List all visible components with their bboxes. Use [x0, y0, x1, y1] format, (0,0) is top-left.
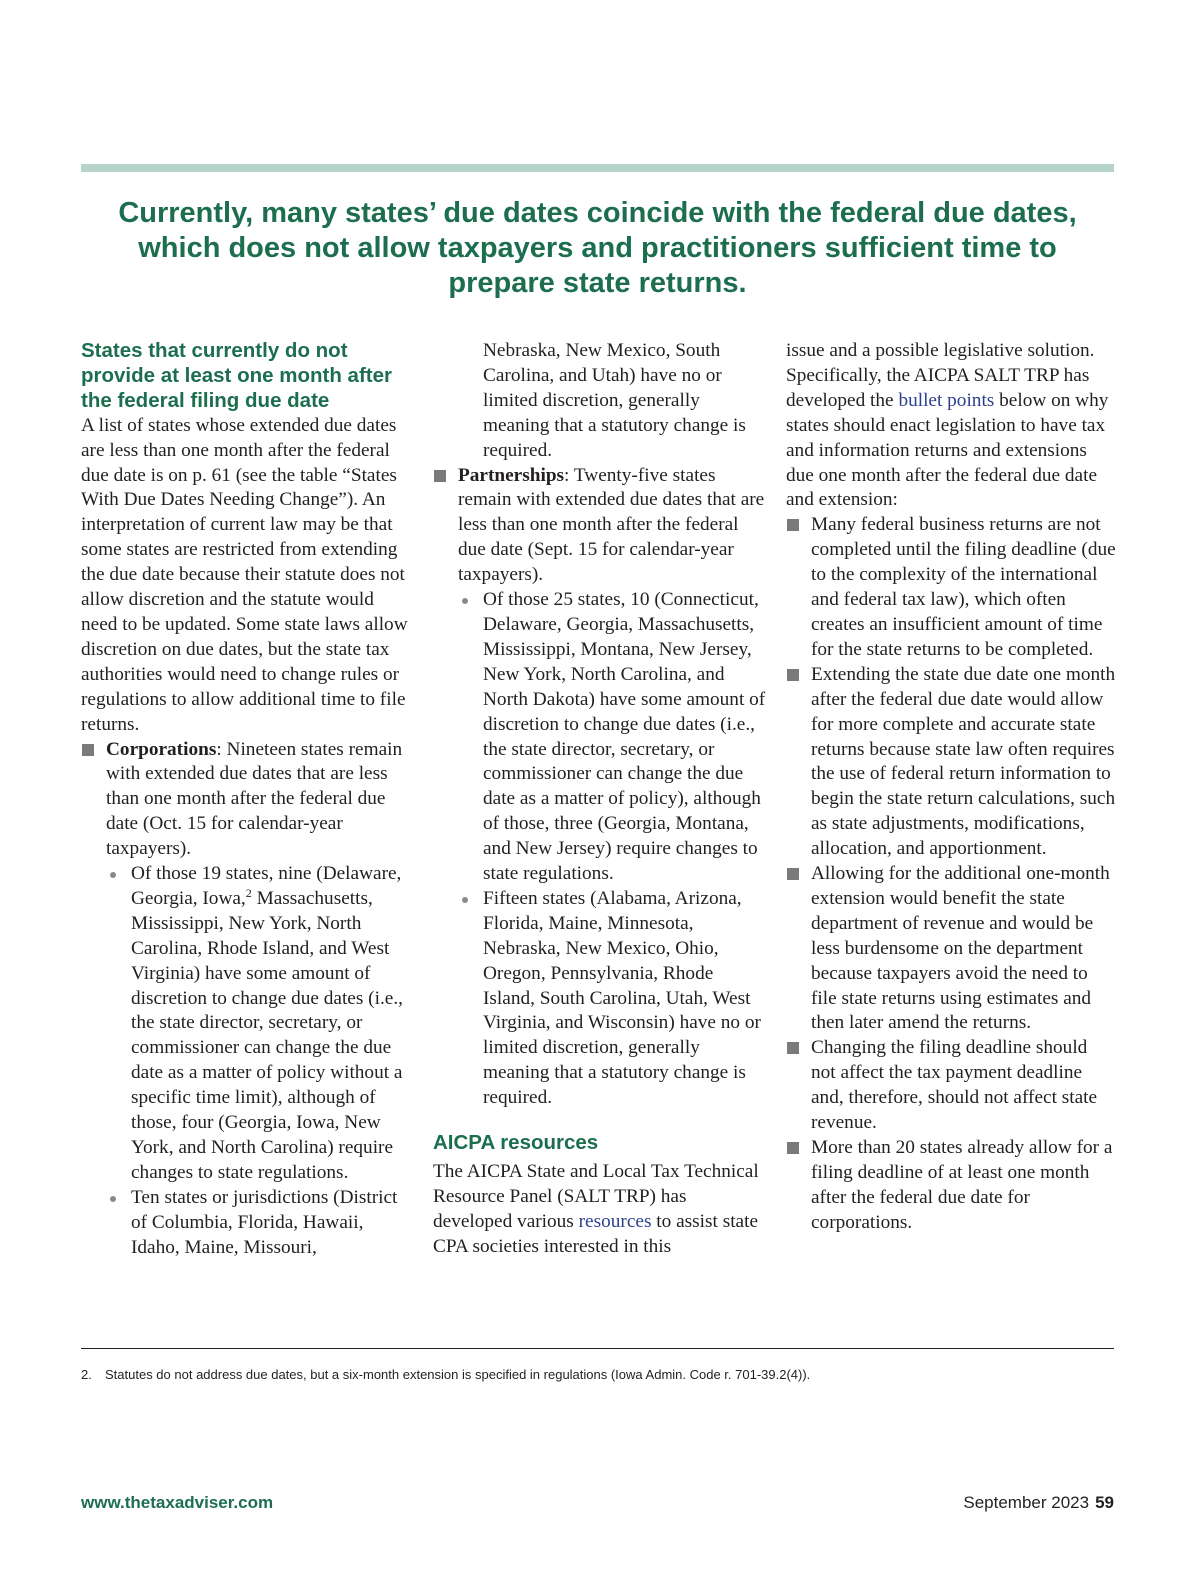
pull-quote-line-3: prepare state returns. — [448, 267, 747, 299]
resources-paragraph-continued — [786, 339, 1116, 513]
column-2 — [433, 339, 766, 1260]
footer-issue — [963, 1493, 1114, 1513]
resources-paragraph — [433, 1160, 766, 1260]
resources-text-b: to assist state CPA societies interested in this — [433, 1210, 759, 1257]
pull-quote-line-1: Currently, many states’ due dates coincide with the federal due dates, — [118, 197, 1077, 229]
list-item: Changing the filing deadline should not affect the tax payment deadline and, therefore, should not affect state revenue. — [786, 1036, 1116, 1136]
partnerships-sub-bullet-1: Of those 25 states, 10 (Connecticut, Delaware, Georgia, Massachusetts, Mississippi, Montana, New Jersey, New York, North Carolina, and North Dakota) have some amount of discretion to change due dates (i.e., the state director, secretary, or commissioner can change the due date as a matter of policy), although of those, three (Georgia, Montana, and New Jersey) require changes to state regulations. — [433, 588, 766, 887]
list-item: Extending the state due date one month after the federal due date would allow for more complete and accurate state returns because state law often requires the use of federal return information to begin the state return calculations, such as state adjustments, modifications, allocation, and apportionment. — [786, 663, 1116, 862]
page-number: 59 — [1095, 1493, 1114, 1512]
pull-quote — [81, 196, 1114, 301]
footer-url[interactable]: www.thetaxadviser.com — [81, 1493, 274, 1512]
bullet-points-link[interactable]: bullet points — [898, 389, 995, 411]
issue-date: September 2023 — [963, 1493, 1090, 1512]
corporations-sub-bullet-1 — [81, 862, 414, 1186]
section-heading-aicpa-resources: AICPA resources — [433, 1131, 599, 1155]
footnote — [81, 1366, 1114, 1384]
footnote-rule — [81, 1348, 1114, 1349]
resources-text-a: The AICPA State and Local Tax Technical Resource Panel (SALT TRP) has developed various — [433, 1161, 759, 1232]
partnerships-sub-bullet-2: Fifteen states (Alabama, Arizona, Florida, Maine, Minnesota, Nebraska, New Mexico, Ohio, Oregon, Pennsylvania, Rhode Island, South Carolina, Utah, West Virginia, and Wisconsin) have no or limited discretion, generally meaning that a statutory change is required. — [433, 887, 766, 1111]
corporations-bullet — [81, 738, 414, 863]
column-1 — [81, 339, 414, 1261]
intro-paragraph: A list of states whose extended due dates are less than one month after the federal due date is on p. 61 (see the table “States With Due Dates Needing Change”). An interpretation of current law may be that some states are restricted from extending the due date because their statute does not allow discretion and the statute would need to be updated. Some state laws allow discretion on due dates, but the state tax authorities would need to change rules or regulations to allow additional time to file returns. — [81, 414, 408, 735]
corp-sub1-text-a: Of those 19 states, nine (Delaware, Georgia, Iowa, — [131, 863, 402, 909]
footnote-number: 2. — [81, 1367, 92, 1382]
resources-link[interactable]: resources — [578, 1210, 652, 1232]
top-rule — [81, 164, 1114, 172]
footnote-text: Statutes do not address due dates, but a six-month extension is specified in regulations (Iowa Admin. Code r. 701-39.2(4)). — [105, 1367, 811, 1382]
partnerships-label: Partnerships — [458, 464, 565, 486]
column-3 — [786, 339, 1116, 1236]
list-item: More than 20 states already allow for a filing deadline of at least one month after the federal due date for corporations. — [786, 1136, 1116, 1236]
list-item: Allowing for the additional one-month extension would benefit the state department of revenue and would be less burdensome on the department because taxpayers avoid the need to file state returns using estimates and then later amend the returns. — [786, 862, 1116, 1036]
footnote-ref-2[interactable]: 2 — [245, 885, 252, 900]
corporations-label: Corporations — [106, 738, 217, 760]
partnerships-text: : Twenty-five states remain with extended due dates that are less than one month after the federal due date (Sept. 15 for calendar-year taxpayers). — [458, 464, 765, 586]
corporations-sub-bullet-2-continued: Nebraska, New Mexico, South Carolina, and Utah) have no or limited discretion, generally meaning that a statutory change is required. — [483, 340, 746, 461]
corporations-sub-bullet-2 — [81, 1186, 414, 1261]
corp-sub1-text-b: Massachusetts, Mississippi, New York, North Carolina, Rhode Island, and West Virginia) have some amount of discretion to change due dates (i.e., the state director, secretary, or commissioner can change the due date as a matter of policy without a specific time limit), although of those, four (Georgia, Iowa, New York, and North Carolina) require changes to state regulations. — [131, 887, 403, 1183]
corporations-text: : Nineteen states remain with extended due dates that are less than one month after the federal due date (Oct. 15 for calendar-year taxpayers). — [106, 738, 403, 860]
section-heading-states: States that currently do not provide at least one month after the federal filing due date — [81, 339, 392, 412]
pull-quote-line-2: which does not allow taxpayers and practitioners sufficient time to — [138, 232, 1057, 264]
continued-text-b: below on why states should enact legislation to have tax and information returns and extensions due one month after the federal due date and extension: — [786, 389, 1109, 511]
partnerships-bullet — [433, 464, 766, 589]
corp-sub2-text-a: Ten states or jurisdictions (District of Columbia, Florida, Hawaii, Idaho, Maine, Missouri, — [131, 1186, 398, 1258]
list-item: Many federal business returns are not completed until the filing deadline (due to the complexity of the international and federal tax law), which often creates an insufficient amount of time for the state returns to be completed. — [786, 513, 1116, 662]
continued-text-a: issue and a possible legislative solution. Specifically, the AICPA SALT TRP has developed the — [786, 340, 1095, 411]
